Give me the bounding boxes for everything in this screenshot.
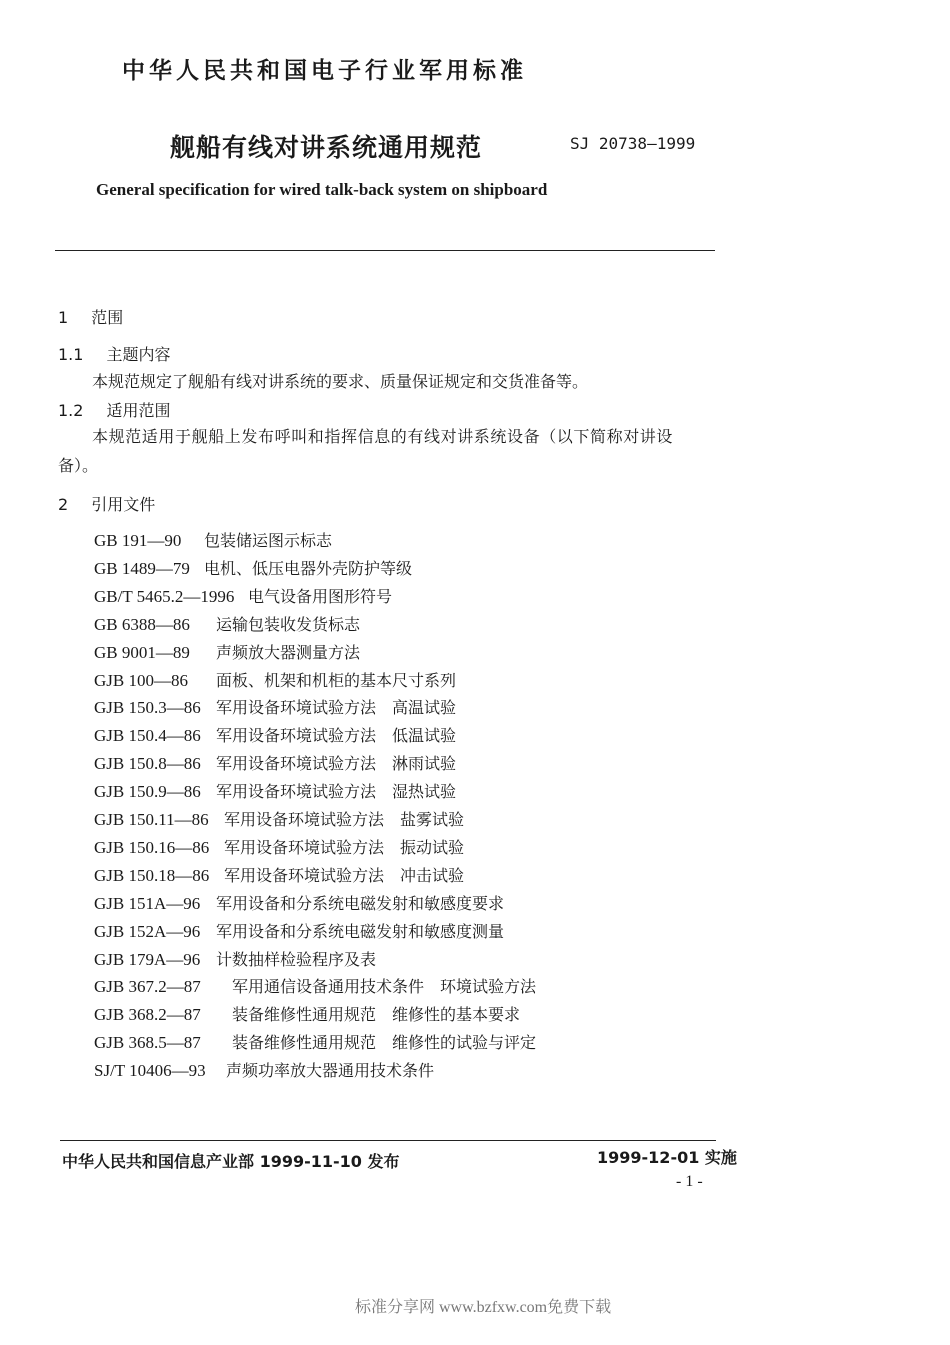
reference-item bbox=[94, 640, 360, 663]
reference-item bbox=[94, 528, 332, 551]
section-1-1-text: 本规范规定了舰船有线对讲系统的要求、质量保证规定和交货准备等。 bbox=[92, 372, 589, 391]
reference-code: GJB 368.5—87 bbox=[94, 1033, 201, 1053]
reference-code: GJB 150.11—86 bbox=[94, 810, 209, 829]
reference-item bbox=[94, 919, 504, 942]
reference-code: GB/T 5465.2—1996 bbox=[94, 586, 235, 606]
reference-item bbox=[94, 891, 504, 914]
document-title-english: General specification for wired talk-back system on shipboard bbox=[96, 180, 548, 199]
section-number: 2 bbox=[58, 495, 69, 514]
issuer-date: 中华人民共和国信息产业部 1999-11-10 发布 bbox=[62, 1152, 400, 1171]
reference-title: 军用设备和分系统电磁发射和敏感度要求 bbox=[216, 893, 505, 913]
reference-title: 包装储运图示标志 bbox=[204, 531, 333, 550]
effective-date: 1999-12-01 实施 bbox=[597, 1148, 737, 1167]
reference-item bbox=[94, 556, 412, 579]
reference-item bbox=[94, 807, 464, 830]
reference-item bbox=[94, 695, 456, 718]
section-title: 引用文件 bbox=[91, 495, 156, 514]
watermark: 标准分享网 www.bzfxw.com免费下载 bbox=[355, 1299, 612, 1316]
standard-code: SJ 20738—1999 bbox=[570, 134, 696, 153]
reference-item bbox=[94, 947, 376, 970]
reference-code: GB 6388—86 bbox=[94, 614, 190, 634]
reference-code: GJB 150.8—86 bbox=[94, 754, 201, 774]
reference-item bbox=[94, 1058, 434, 1081]
section-number: 1.1 bbox=[58, 345, 84, 364]
reference-title: 军用设备环境试验方法 振动试验 bbox=[224, 837, 465, 857]
reference-title: 装备维修性通用规范 维修性的基本要求 bbox=[232, 1005, 521, 1025]
reference-title: 声频放大器测量方法 bbox=[216, 642, 361, 662]
reference-title: 装备维修性通用规范 维修性的试验与评定 bbox=[232, 1033, 537, 1053]
reference-item bbox=[94, 1030, 536, 1053]
reference-code: GB 191—90 bbox=[94, 531, 182, 550]
reference-code: GJB 100—86 bbox=[94, 670, 188, 690]
reference-item bbox=[94, 584, 392, 607]
section-title: 主题内容 bbox=[106, 345, 171, 364]
reference-title: 计数抽样检验程序及表 bbox=[216, 949, 377, 969]
reference-title: 军用设备和分系统电磁发射和敏感度测量 bbox=[216, 921, 505, 941]
reference-code: SJ/T 10406—93 bbox=[94, 1061, 206, 1081]
reference-title: 军用设备环境试验方法 淋雨试验 bbox=[216, 754, 457, 774]
document-title: 舰船有线对讲系统通用规范 bbox=[170, 133, 483, 162]
section-title: 适用范围 bbox=[106, 401, 171, 420]
reference-item bbox=[94, 723, 456, 746]
reference-code: GJB 150.9—86 bbox=[94, 782, 201, 802]
reference-title: 军用设备环境试验方法 湿热试验 bbox=[216, 782, 457, 802]
header-divider bbox=[55, 250, 715, 251]
reference-code: GJB 152A—96 bbox=[94, 921, 201, 941]
reference-title: 电机、低压电器外壳防护等级 bbox=[204, 558, 413, 578]
page-number: - 1 - bbox=[676, 1173, 703, 1190]
reference-item bbox=[94, 974, 536, 997]
reference-code: GJB 150.3—86 bbox=[94, 698, 201, 718]
section-1-1-heading bbox=[58, 342, 171, 365]
reference-code: GB 1489—79 bbox=[94, 558, 190, 578]
reference-title: 声频功率放大器通用技术条件 bbox=[226, 1061, 435, 1081]
section-1-2-text-line2: 备）。 bbox=[58, 456, 99, 475]
section-1-heading bbox=[58, 305, 123, 328]
footer-divider bbox=[60, 1140, 716, 1141]
reference-code: GJB 150.18—86 bbox=[94, 865, 210, 885]
reference-item bbox=[94, 612, 360, 635]
reference-code: GJB 150.4—86 bbox=[94, 726, 201, 746]
reference-title: 军用设备环境试验方法 高温试验 bbox=[216, 698, 457, 718]
reference-item bbox=[94, 779, 456, 802]
section-number: 1 bbox=[58, 308, 69, 327]
reference-code: GJB 368.2—87 bbox=[94, 1005, 201, 1025]
section-1-2-text-line1: 本规范适用于舰船上发布呼叫和指挥信息的有线对讲系统设备（以下简称对讲设 bbox=[92, 427, 674, 446]
section-1-2-heading bbox=[58, 398, 171, 421]
reference-title: 军用设备环境试验方法 盐雾试验 bbox=[224, 810, 465, 829]
reference-item bbox=[94, 751, 456, 774]
reference-title: 军用通信设备通用技术条件 环境试验方法 bbox=[232, 977, 537, 997]
reference-title: 电气设备用图形符号 bbox=[248, 586, 393, 606]
section-number: 1.2 bbox=[58, 401, 84, 420]
reference-code: GJB 150.16—86 bbox=[94, 837, 210, 857]
reference-item bbox=[94, 863, 464, 886]
reference-code: GJB 179A—96 bbox=[94, 949, 201, 969]
reference-code: GJB 151A—96 bbox=[94, 893, 201, 913]
reference-item bbox=[94, 835, 464, 858]
section-2-heading bbox=[58, 492, 155, 515]
reference-code: GB 9001—89 bbox=[94, 642, 190, 662]
reference-code: GJB 367.2—87 bbox=[94, 977, 201, 997]
reference-title: 运输包装收发货标志 bbox=[216, 614, 361, 634]
reference-item bbox=[94, 668, 456, 691]
section-title: 范围 bbox=[91, 308, 124, 327]
reference-title: 军用设备环境试验方法 冲击试验 bbox=[224, 865, 465, 885]
standard-category-heading: 中华人民共和国电子行业军用标准 bbox=[122, 58, 527, 84]
reference-title: 军用设备环境试验方法 低温试验 bbox=[216, 726, 457, 746]
reference-title: 面板、机架和机柜的基本尺寸系列 bbox=[216, 670, 457, 690]
reference-item bbox=[94, 1002, 520, 1025]
